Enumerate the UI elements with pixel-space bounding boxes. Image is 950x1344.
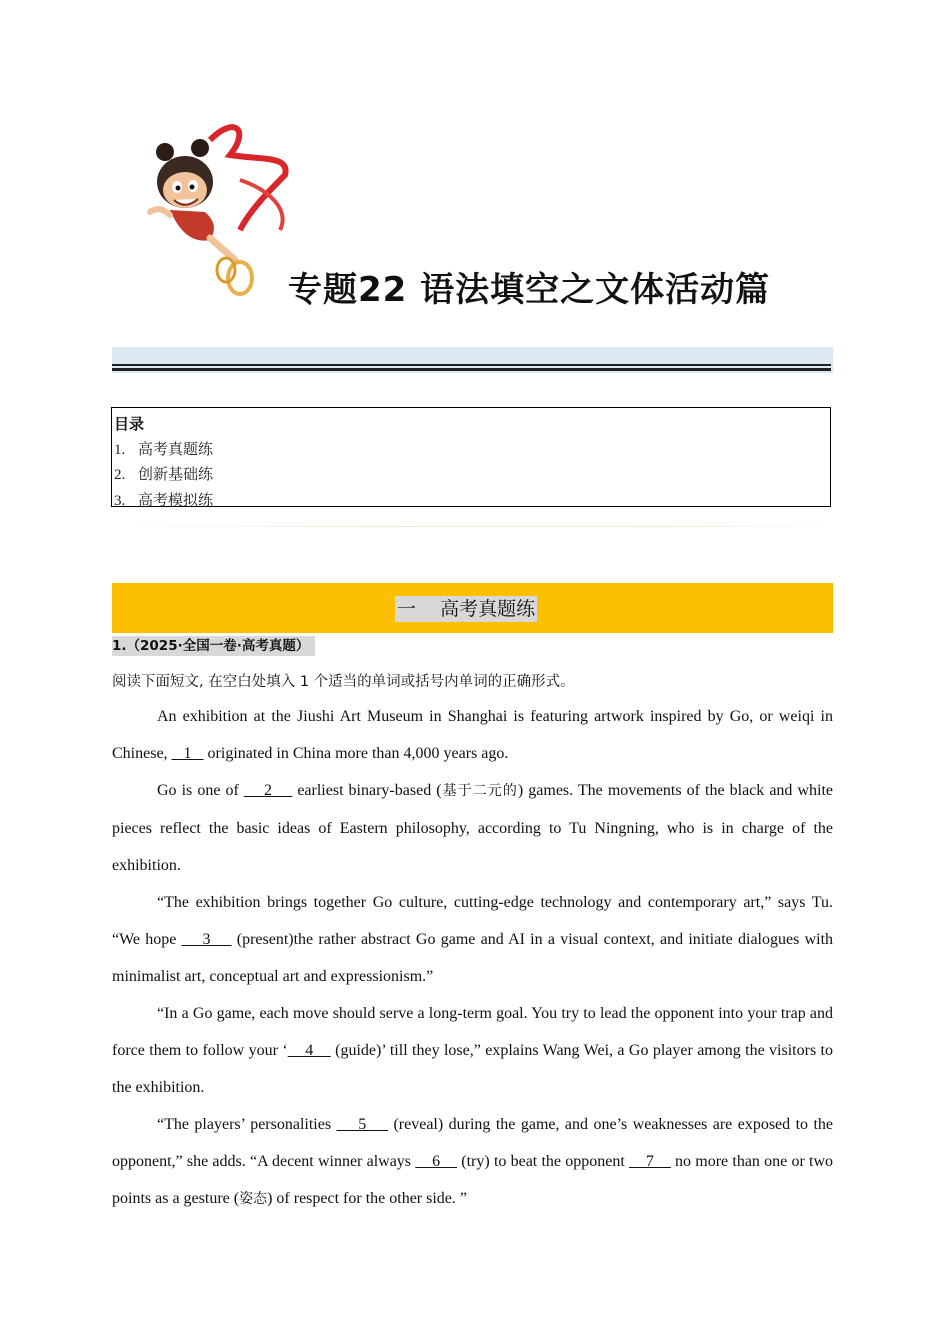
- passage-text: ) of respect for the other side. ”: [267, 1190, 467, 1207]
- passage-text: ) games. The movements of the black and white pieces reflect the basic ideas of Eastern philosophy, according to Tu Ningning, who is in charge of the exhibition.: [112, 782, 834, 874]
- passage-text: An exhibition at the Jiushi Art Museum in Shanghai is featuring artwork inspired by Go, or weiqi in Chinese,: [112, 708, 833, 762]
- toc-item-label: 高考模拟练: [138, 490, 214, 509]
- passage-text: no more than one or two points as a gesture (: [112, 1153, 834, 1207]
- toc-item-label: 高考真题练: [138, 439, 214, 458]
- answer-blank[interactable]: 2: [243, 782, 293, 799]
- chinese-gloss: 基于二元的: [441, 783, 518, 799]
- toc-item[interactable]: [114, 437, 828, 463]
- cartoon-child-mascot-icon: [140, 120, 290, 305]
- toc-item-number: 2.: [114, 467, 126, 483]
- passage-text: “The players’ personalities: [157, 1116, 337, 1133]
- reading-passage: [112, 698, 833, 1218]
- toc-item-number: 1.: [114, 441, 126, 458]
- page-title: 专题22 语法填空之文体活动篇: [288, 270, 771, 310]
- passage-text: earliest binary-based (: [292, 782, 442, 799]
- passage-text: Go is one of: [157, 782, 244, 799]
- passage-text: “In a Go game, each move should serve a long-term goal. You try to lead the opponent into your trap and force them to follow your ‘: [112, 1005, 833, 1059]
- answer-blank[interactable]: 1: [171, 745, 204, 762]
- passage-text: originated in China more than 4,000 years ago.: [203, 745, 509, 762]
- toc-item[interactable]: [114, 462, 828, 488]
- toc-heading: 目录: [114, 415, 145, 433]
- answer-blank[interactable]: 4: [287, 1042, 331, 1059]
- answer-blank[interactable]: 5: [336, 1116, 389, 1133]
- passage-paragraph: [112, 995, 833, 1106]
- passage-paragraph: [112, 1106, 833, 1218]
- passage-paragraph: [112, 884, 833, 995]
- answer-blank[interactable]: 6: [415, 1153, 458, 1170]
- title-divider-line-2: [112, 368, 831, 371]
- section-title: 一 高考真题练: [397, 598, 536, 620]
- answer-blank[interactable]: 3: [181, 931, 232, 948]
- answer-blank[interactable]: 7: [629, 1153, 671, 1170]
- title-divider-line: [112, 364, 831, 366]
- passage-text: (reveal) during the game, and one’s weaknesses are exposed to the opponent,” she adds. “A decent winner always: [112, 1116, 834, 1170]
- passage-text: “The exhibition brings together Go culture, cutting-edge technology and contemporary art,” says Tu. “We hope: [112, 894, 833, 948]
- passage-text: (present)the rather abstract Go game and AI in a visual context, and initiate dialogues with minimalist art, conceptual art and expressionism.”: [112, 931, 834, 985]
- passage-text: (guide)’ till they lose,” explains Wang Wei, a Go player among the visitors to the exhibition.: [112, 1042, 834, 1096]
- passage-paragraph: [112, 698, 833, 772]
- passage-text: (try) to beat the opponent: [457, 1153, 630, 1170]
- toc-item-number: 3.: [114, 492, 126, 509]
- section-separator: [103, 526, 843, 527]
- toc-item[interactable]: [114, 488, 828, 514]
- table-of-contents: [111, 407, 831, 507]
- chinese-gloss: 姿态: [239, 1191, 268, 1207]
- toc-item-label: 创新基础练: [138, 465, 214, 483]
- question-instruction: 阅读下面短文, 在空白处填入 1 个适当的单词或括号内单词的正确形式。: [112, 674, 575, 690]
- passage-paragraph: [112, 772, 833, 884]
- question-label: 1.（2025·全国一卷·高考真题）: [112, 636, 315, 656]
